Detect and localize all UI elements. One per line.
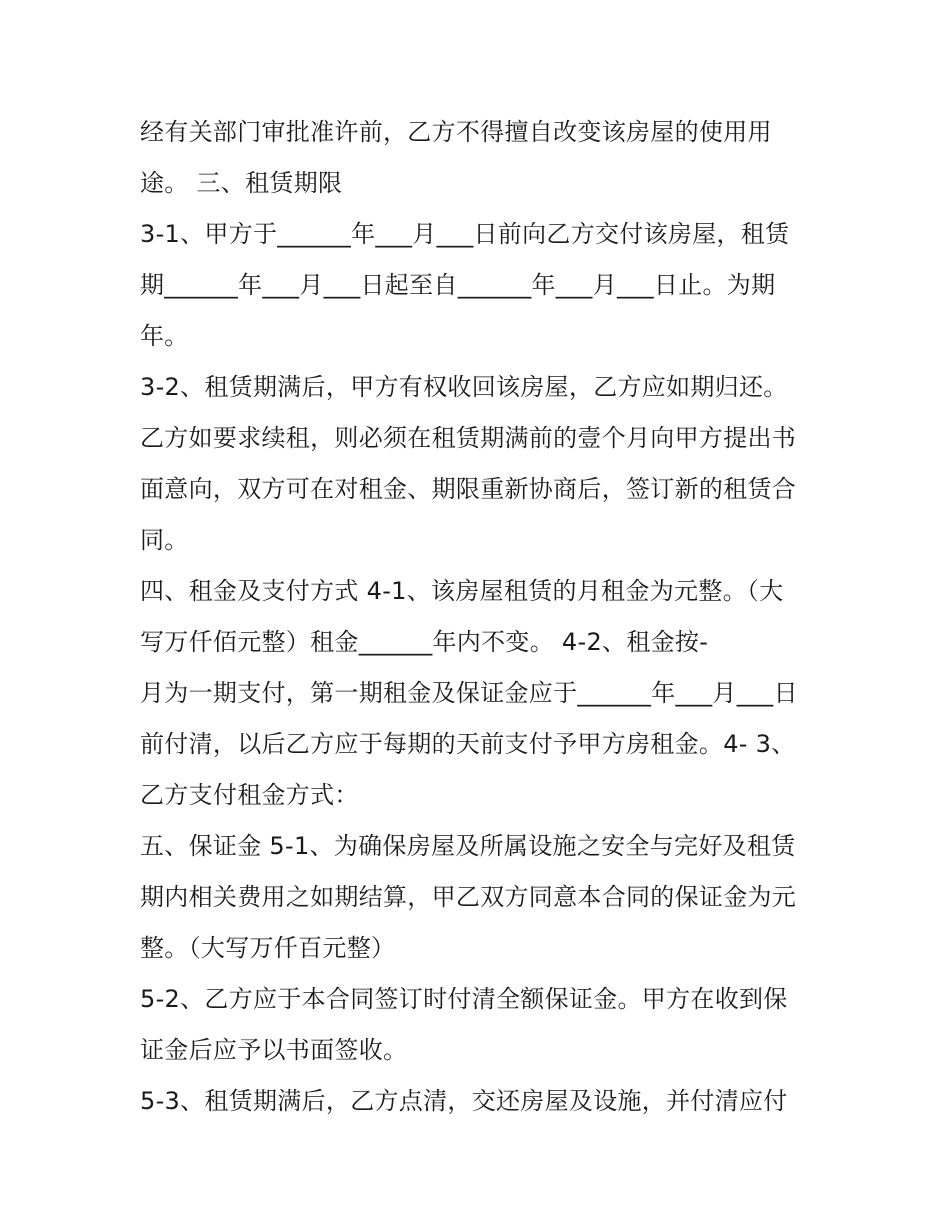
text-line: 前付清，以后乙方应于每期的天前支付予甲方房租金。4- 3、: [140, 730, 796, 758]
contract-text-body: [140, 107, 820, 1127]
text-line: 3-1、甲方于______年___月___日前向乙方交付该房屋，租赁: [140, 220, 790, 248]
text-line: 期内相关费用之如期结算，甲乙双方同意本合同的保证金为元: [140, 883, 797, 911]
text-line: 3-2、租赁期满后，甲方有权收回该房屋，乙方应如期归还。: [140, 373, 788, 401]
text-line: 乙方支付租金方式：: [140, 781, 359, 809]
text-line: 同。: [140, 526, 189, 554]
text-line: 乙方如要求续租，则必须在租赁期满前的壹个月向甲方提出书: [140, 424, 797, 452]
text-line: 整。（大写万仟百元整）: [140, 934, 396, 962]
text-line: 证金后应予以书面签收。: [140, 1036, 408, 1064]
text-line: 经有关部门审批准许前，乙方不得擅自改变该房屋的使用用: [140, 118, 772, 146]
text-line: 写万仟佰元整）租金______年内不变。 4-2、租金按-: [140, 628, 709, 656]
text-line: 年。: [140, 322, 189, 350]
text-line: 五、保证金 5-1、为确保房屋及所属设施之安全与完好及租赁: [140, 832, 796, 860]
text-line: 途。 三、租赁期限: [140, 169, 343, 197]
text-line: 四、租金及支付方式 4-1、该房屋租赁的月租金为元整。（大: [140, 577, 784, 605]
text-line: 5-3、租赁期满后，乙方点清，交还房屋及设施，并付清应付: [140, 1087, 788, 1115]
text-line: 5-2、乙方应于本合同签订时付清全额保证金。甲方在收到保: [140, 985, 788, 1013]
text-line: 期______年___月___日起至自______年___月___日止。为期: [140, 271, 776, 299]
text-line: 月为一期支付，第一期租金及保证金应于______年___月___日: [140, 679, 798, 707]
text-line: 面意向，双方可在对租金、期限重新协商后，签订新的租赁合: [140, 475, 797, 503]
